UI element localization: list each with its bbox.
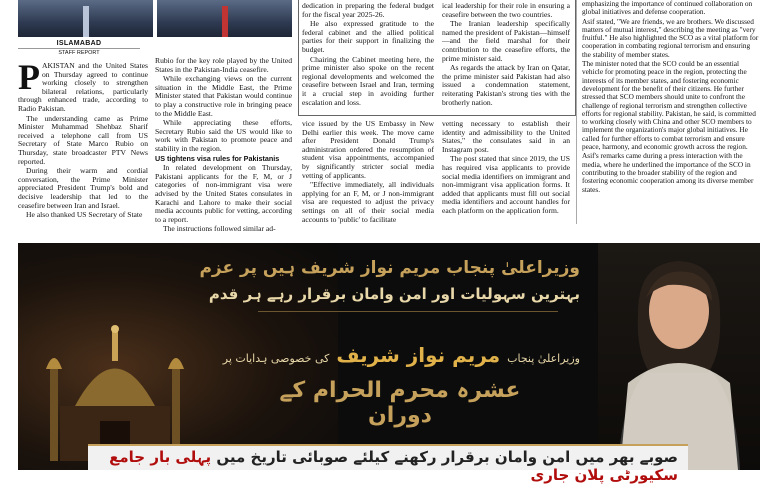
- dateline: ISLAMABAD: [56, 40, 102, 47]
- article-column-5: [582, 0, 760, 195]
- ad-banner-text: صوبے بھر میں امن وامان برقرار رکھنے کیلئے صوبائی تاریخ میں پہلی بار جامع سکیورٹی پلان جاری: [109, 448, 678, 484]
- lead-paragraph: PAKISTAN and the United States on Thursday agreed to continue working closely to strengthen bilateral relations, particularly through enhanced trade, according to Radio Pakistan.: [18, 57, 148, 113]
- paragraph: During their warm and cordial conversation, the Prime Minister appreciated President Trump's bold and decisive leadership that led to the ceasefire between Iran and Israel.: [18, 166, 148, 210]
- column-rule: [576, 0, 577, 224]
- paragraph: In related development on Thursday, Pakistani applicants for the F, M, or J categories of non-immigrant visa were advised by the United States consulates in Karachi and Lahore to make their social media accounts public for vetting, according to a report.: [155, 163, 292, 224]
- ad-muharram-line: عشرہ محرم الحرام کے دوران: [279, 378, 521, 428]
- subheading: US tightens visa rules for Pakistanis: [155, 153, 280, 163]
- paragraph: "Effective immediately, all individuals applying for an F, M, or J non-immigrant visa are requested to adjust the privacy settings on all of their social media accounts to 'public' to facilitate: [302, 180, 434, 224]
- article-column-2: [155, 57, 292, 235]
- paragraph: The understanding came as Prime Minister Muhammad Shehbaz Sharif received a telephone call from US Secretary of State Marco Rubio on Thursday, state broadcaster PTV News reported.: [18, 113, 148, 166]
- paragraph: As regards the attack by Iran on Qatar, the prime minister said Pakistan had also issued a condemnation statement, reiterating Pakistan's strong ties with the brotherly nation.: [442, 63, 570, 107]
- government-advertisement: [18, 243, 760, 484]
- article-column-7: [442, 120, 570, 217]
- ad-subheadline: بہترین سہولیات اور امن وامان برقرار رہے ہر قدم: [208, 285, 580, 303]
- paragraph: Asif stated, "We are friends, we are brothers. We discussed matters of mutual interest," describing the meeting as "very fruitful." He also highlighted the SCO as a vital platform for cooperation in combating regional terrorism and ensuring the stability of member states.: [582, 16, 759, 59]
- ad-headline: وزیراعلیٰ پنجاب مریم نواز شریف ہیں پر عزم: [199, 258, 580, 278]
- paragraph: Chairing the Cabinet meeting here, the prime minister also spoke on the recent regional developments and welcomed the ceasefire between Israel and Iran, terming it a crucial step in avoiding further escalation and loss.: [302, 54, 434, 107]
- photo-right: [157, 0, 292, 37]
- paragraph: The Iranian leadership specifically named the president of Pakistan—himself—and the field marshal for their contribution to the ceasefire efforts, the prime minister said.: [442, 19, 570, 63]
- ad-bottom-banner: [88, 444, 688, 484]
- ad-directive-line: وزیراعلیٰ پنجاب مریم نواز شریف کی خصوصی ہدایات پر: [222, 343, 580, 367]
- article-column-6: [302, 120, 434, 225]
- paragraph: While appreciating these efforts, Secretary Rubio said the US would like to work with Pakistan to promote peace and stability in the region.: [155, 118, 292, 153]
- paragraph: He also thanked US Secretary of State: [26, 210, 143, 220]
- ad-divider: [258, 311, 558, 312]
- paragraph: He also expressed gratitude to the federal cabinet and the allied political parties for their support in finalizing the budget.: [302, 19, 434, 54]
- paragraph: Rubio for the key role played by the United States in the Pakistan-India ceasefire.: [155, 56, 292, 74]
- paragraph: emphasizing the importance of continued collaboration on global initiatives and defense cooperation.: [582, 0, 753, 17]
- chief-minister-portrait: [598, 243, 760, 470]
- paragraph: While exchanging views on the current situation in the Middle East, the Prime Minister stated that Pakistan would continue to play a constructive role in bringing peace to the Middle East.: [155, 74, 292, 118]
- paragraph: vice issued by the US Embassy in New Delhi earlier this week. The move came after President Donald Trump's administration ordered the resumption of student visa appointments, accompanied by significantly stricter social media vetting of applicants.: [302, 119, 434, 180]
- paragraph: dedication in preparing the federal budget for the fiscal year 2025-26.: [302, 1, 434, 19]
- article-column-1: [18, 57, 148, 221]
- paragraph: ical leadership for their role in ensuring a ceasefire between the two countries.: [442, 1, 570, 19]
- photo-left: [18, 0, 153, 37]
- paragraph: The instructions followed similar ad-: [163, 224, 276, 234]
- byline: STAFF REPORT: [18, 48, 140, 56]
- shrine-dome-icon: [40, 311, 190, 461]
- paragraph: Asif's remarks came during a press interaction with the media, where he underlined the importance of the SCO in contributing to the broader stability of the region and fostering economic cooperation among its diverse member states.: [582, 151, 754, 194]
- article-column-4: [442, 2, 570, 108]
- paragraph: The minister noted that the SCO could be an essential vehicle for promoting peace in the region, protecting the interests of its member states, and fostering economic development for the benefit of their citizens. He further stressed that SCO members should unite to confront the challenge of regional terrorism and strengthen collective efforts for regional stability. Pakistan, he said, is committed to working closely with China and other SCO members to implement the organization's major global initiatives. He called for further efforts to combat terrorism and ensure peace, harmony, and economic growth across the region.: [582, 59, 756, 152]
- paragraph: The post stated that since 2019, the US has required visa applicants to provide social media identifiers on immigrant and non-immigrant visa application forms. It added that applicants must fill out social media identifiers and account handles for each platform on the application form.: [442, 154, 570, 215]
- dropcap: P: [18, 57, 40, 97]
- paragraph: vetting necessary to establish their identity and admissibility to the United States," the consulates said in an Instagram post.: [442, 119, 570, 154]
- top-photos: [18, 0, 292, 37]
- article-column-3: [302, 2, 434, 108]
